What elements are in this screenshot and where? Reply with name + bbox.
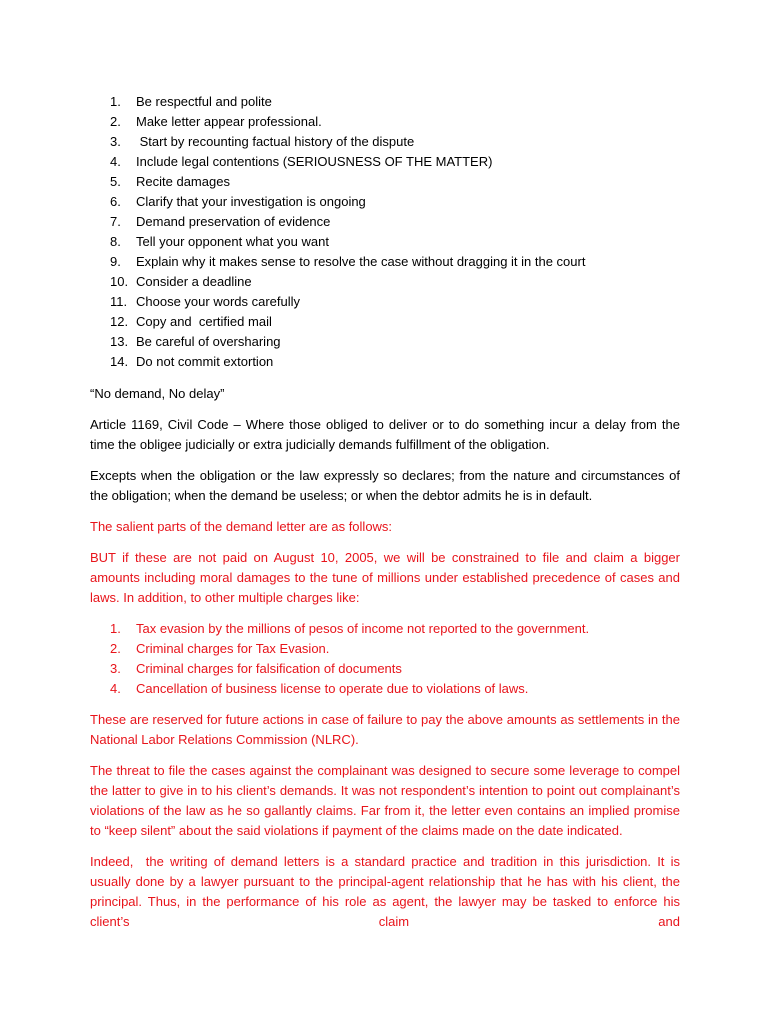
exceptions-paragraph: Excepts when the obligation or the law expressly so declares; from the nature and circumstances of the obligation; when the demand be useless; or when the debtor admits he is in default.	[90, 468, 680, 503]
list-item	[90, 352, 680, 372]
list-number: 3.	[110, 134, 121, 149]
list-item-text: Make letter appear professional.	[136, 114, 322, 129]
list-number: 3.	[110, 661, 121, 676]
list-item-text: Criminal charges for Tax Evasion.	[136, 641, 330, 656]
list-item-text: Tell your opponent what you want	[136, 234, 329, 249]
threat-paragraph: The threat to file the cases against the complainant was designed to secure some leverage to compel the latter to give in to his client’s demands. It was not respondent’s intention to point out complainant’s violations of the law as he so gallantly claims. Far from it, the letter even contains an implied promise to “keep silent” about the said violations if payment of the claims made on the date indicated.	[90, 763, 680, 838]
list-number: 10.	[110, 274, 129, 289]
list-number: 4.	[110, 154, 121, 169]
list-item	[90, 92, 680, 112]
list-item-text: Explain why it makes sense to resolve the case without dragging it in the court	[136, 254, 586, 269]
list-number: 2.	[110, 641, 121, 656]
salient-heading: The salient parts of the demand letter are as follows:	[90, 519, 393, 534]
list-item-text: Demand preservation of evidence	[136, 214, 331, 229]
quote-line: “No demand, No delay”	[90, 386, 225, 401]
list-item	[90, 112, 680, 132]
article-paragraph: Article 1169, Civil Code – Where those obliged to deliver or to do something incur a delay from the time the obligee judicially or extra judicially demands fulfillment of the obligation.	[90, 417, 680, 452]
list-number: 5.	[110, 174, 121, 189]
list-number: 2.	[110, 114, 121, 129]
list-item-text: Copy and certified mail	[136, 314, 272, 329]
indeed-paragraph: Indeed, the writing of demand letters is a standard practice and tradition in this jurisdiction. It is usually done by a lawyer pursuant to the principal-agent relationship that he has with his client, the principal. Thus, in the performance of his role as agent, the lawyer may be tasked to enforce his client’s claim and	[90, 854, 684, 929]
list-item	[90, 232, 680, 252]
list-item	[90, 212, 680, 232]
list-number: 12.	[110, 314, 129, 329]
list-item	[90, 132, 680, 152]
list-number: 1.	[110, 94, 121, 109]
list-item-text: Be careful of oversharing	[136, 334, 281, 349]
list-item	[90, 659, 680, 679]
list-item-text: Be respectful and polite	[136, 94, 272, 109]
list-number: 1.	[110, 621, 121, 636]
document-body	[90, 92, 684, 932]
but-paragraph: BUT if these are not paid on August 10, 2005, we will be constrained to file and claim a bigger amounts including moral damages to the tune of millions under established precedence of cases and laws. In addition, to other multiple charges like:	[90, 550, 680, 605]
list-item-text: Do not commit extortion	[136, 354, 274, 369]
list-item	[90, 192, 680, 212]
list-item	[90, 252, 680, 272]
list-item-text: Include legal contentions (SERIOUSNESS OF THE MATTER)	[136, 154, 493, 169]
list-number: 11.	[110, 294, 128, 309]
list-item-text: Choose your words carefully	[136, 294, 301, 309]
list-item	[90, 332, 680, 352]
list-item-text: Tax evasion by the millions of pesos of income not reported to the government.	[136, 621, 590, 636]
list-number: 6.	[110, 194, 121, 209]
charges-list	[90, 619, 680, 699]
list-item-text: Criminal charges for falsification of documents	[136, 661, 402, 676]
list-item	[90, 312, 680, 332]
list-number: 13.	[110, 334, 129, 349]
list-number: 7.	[110, 214, 121, 229]
list-item-text: Consider a deadline	[136, 274, 252, 289]
list-number: 4.	[110, 681, 121, 696]
list-item	[90, 639, 680, 659]
list-item-text: Recite damages	[136, 174, 230, 189]
list-item	[90, 272, 680, 292]
list-item-text: Cancellation of business license to operate due to violations of laws.	[136, 681, 529, 696]
list-item	[90, 172, 680, 192]
reserved-paragraph: These are reserved for future actions in case of failure to pay the above amounts as settlements in the National Labor Relations Commission (NLRC).	[90, 712, 680, 747]
list-number: 9.	[110, 254, 121, 269]
list-number: 14.	[110, 354, 129, 369]
list-item-text: Start by recounting factual history of the dispute	[136, 134, 415, 149]
tips-list	[90, 92, 680, 372]
list-number: 8.	[110, 234, 121, 249]
list-item-text: Clarify that your investigation is ongoing	[136, 194, 366, 209]
list-item	[90, 292, 680, 312]
list-item	[90, 152, 680, 172]
list-item	[90, 619, 680, 639]
list-item	[90, 679, 680, 699]
